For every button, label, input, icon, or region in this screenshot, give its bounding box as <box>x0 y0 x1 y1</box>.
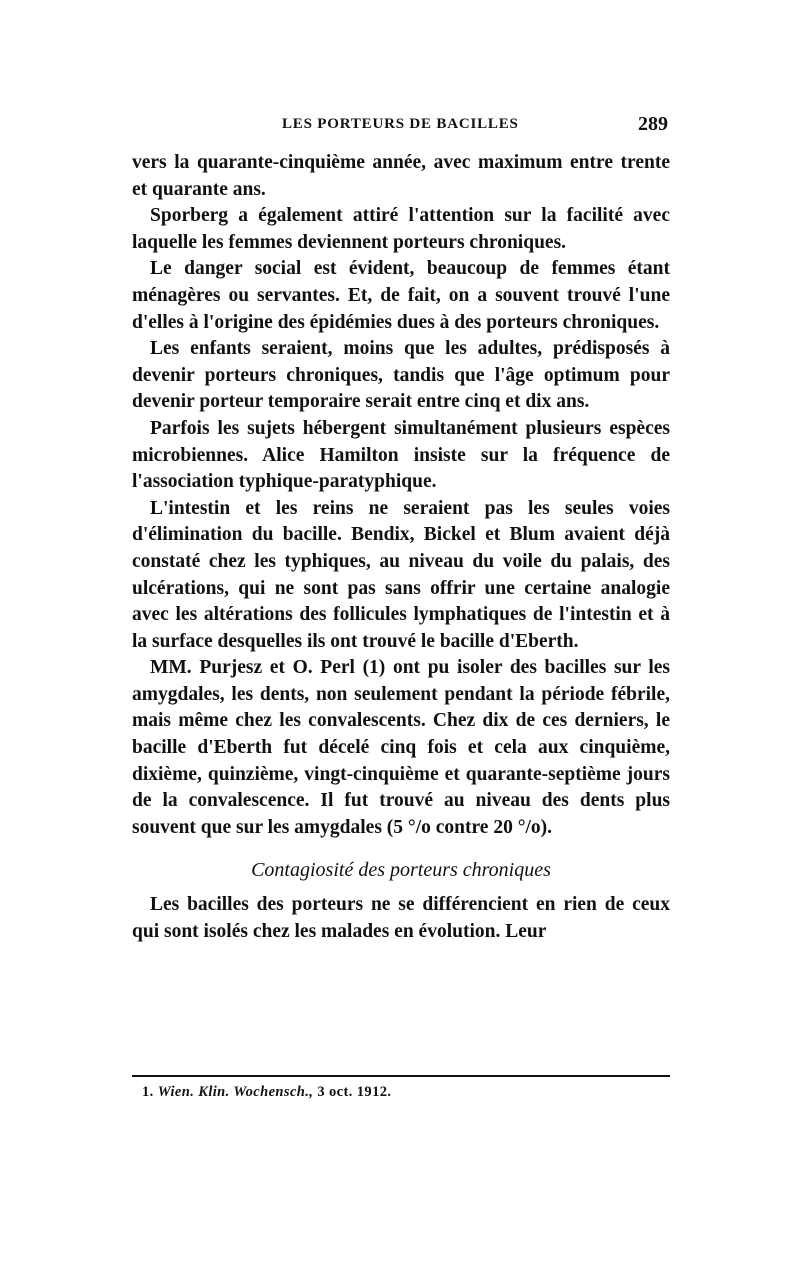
paragraph: MM. Purjesz et O. Perl (1) ont pu isoler des bacilles sur les amygdales, les dents, non seulement pendant la période fébrile, mais même chez les convalescents. Chez dix de ces derniers, le bacille d'Eberth fut décelé cinq fois et cela aux cinquième, dixième, quinzième, vingt-cinquième et quarante-septième jours de la convalescence. Il fut trouvé au niveau des dents plus souvent que sur les amygdales (5 °/o contre 20 °/o). <box>132 657 670 838</box>
page-number: 289 <box>638 113 668 135</box>
paragraph: vers la quarante-cinquième année, avec maximum entre trente et quarante ans. <box>132 152 670 200</box>
footnote-source: Wien. Klin. Wochensch., <box>157 1084 314 1100</box>
footnote-number: 1. <box>142 1084 154 1100</box>
paragraph: Sporberg a également attiré l'attention sur la facilité avec laquelle les femmes deviennent porteurs chroniques. <box>132 205 670 253</box>
section-heading: Contagiosité des porteurs chroniques <box>251 859 551 882</box>
footnote-date: 3 oct. 1912. <box>317 1084 392 1100</box>
paragraph: Les enfants seraient, moins que les adultes, prédisposés à devenir porteurs chroniques, tandis que l'âge optimum pour devenir porteur temporaire serait entre cinq et dix ans. <box>132 338 670 413</box>
paragraph: L'intestin et les reins ne seraient pas les seules voies d'élimination du bacille. Bendix, Bickel et Blum avaient déjà constaté chez les typhiques, au niveau du voile du palais, des ulcérations, qui ne sont pas sans offrir une certaine analogie avec les altérations des follicules lymphatiques de l'intestin et à la surface desquelles ils ont trouvé le bacille d'Eberth. <box>132 497 670 652</box>
footnote-divider <box>132 1075 670 1077</box>
body-text <box>132 150 670 945</box>
footnote <box>142 1084 391 1101</box>
page-header <box>132 114 670 138</box>
paragraph: Le danger social est évident, beaucoup de femmes étant ménagères ou servantes. Et, de fait, on a souvent trouvé l'une d'elles à l'origine des épidémies dues à des porteurs chroniques. <box>132 258 670 333</box>
paragraph: Parfois les sujets hébergent simultanément plusieurs espèces microbiennes. Alice Hamilton insiste sur la fréquence de l'association typhique-paratyphique. <box>132 417 670 493</box>
running-title: LES PORTEURS DE BACILLES <box>282 116 519 132</box>
paragraph: Les bacilles des porteurs ne se différencient en rien de ceux qui sont isolés chez les malades en évolution. Leur <box>132 894 670 942</box>
